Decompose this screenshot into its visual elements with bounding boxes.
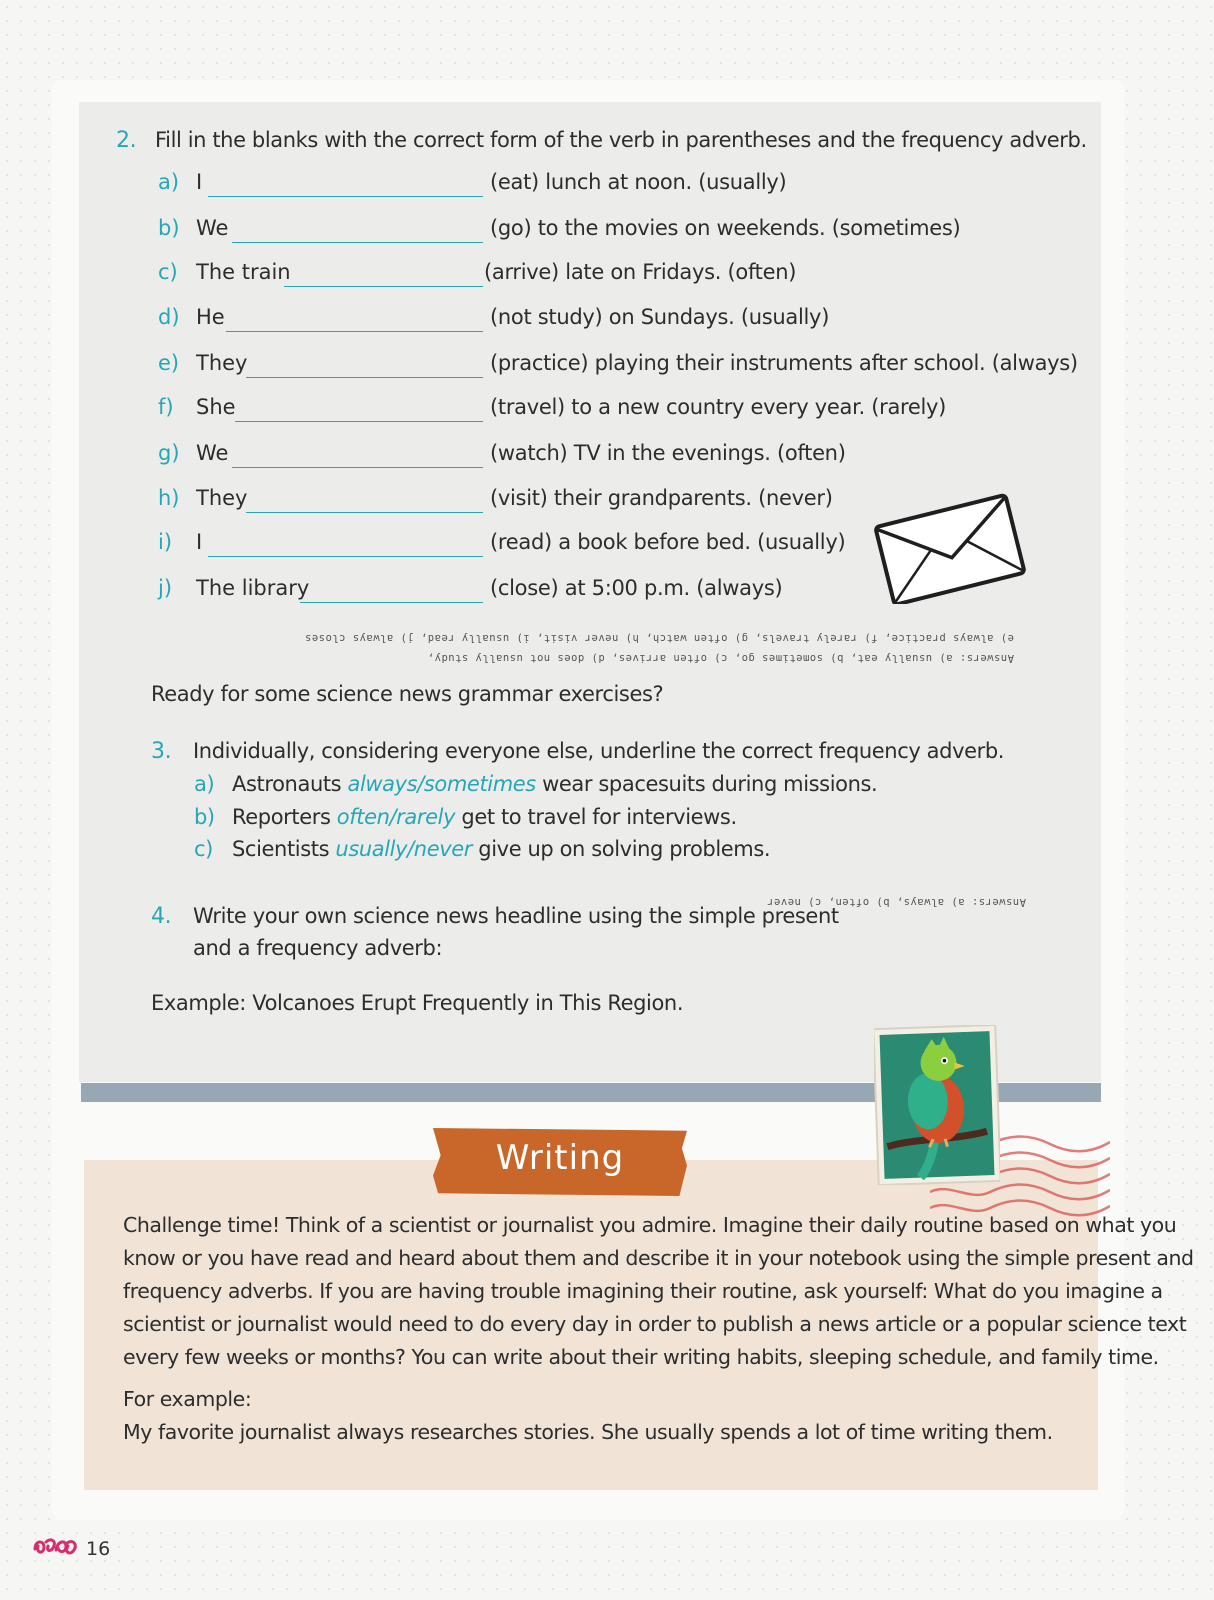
answer-blank[interactable] [246, 377, 483, 378]
item-subject: We [196, 216, 229, 240]
answer-blank[interactable] [284, 286, 483, 287]
item-text: (visit) their grandparents. (never) [490, 486, 833, 510]
answer-blank[interactable] [300, 602, 483, 603]
exercise-4-line-2: and a frequency adverb: [193, 936, 443, 960]
item-text-after: get to travel for interviews. [455, 805, 737, 829]
exercise-3-answers: Answers: a) always, b) often, c) never [766, 896, 1026, 908]
item-subject: The train [196, 260, 291, 284]
item-letter: c) [194, 837, 213, 861]
item-text: (travel) to a new country every year. (rarely) [490, 395, 947, 419]
item-subject: The library [196, 576, 310, 600]
exercise-4-example: Example: Volcanoes Erupt Frequently in This Region. [151, 991, 684, 1015]
item-letter: b) [158, 216, 180, 240]
adverb-options[interactable]: always/sometimes [347, 772, 536, 796]
item-text: (go) to the movies on weekends. (sometimes) [490, 216, 961, 240]
item-text: (read) a book before bed. (usually) [490, 530, 846, 554]
answer-blank[interactable] [246, 512, 483, 513]
exercise-3-number: 3. [151, 739, 172, 764]
item-letter: b) [194, 805, 215, 829]
item-letter: c) [158, 260, 178, 284]
answer-blank[interactable] [232, 467, 483, 468]
writing-title: Writing [495, 1138, 625, 1178]
item-letter: a) [194, 772, 215, 796]
answer-blank[interactable] [226, 331, 483, 332]
writing-paragraph-line-4: scientist or journalist would need to do every day in order to publish a news article or a popular science text [123, 1312, 1187, 1336]
item-subject: I [196, 530, 203, 554]
item-text: (eat) lunch at noon. (usually) [490, 170, 787, 194]
item-text: (close) at 5:00 p.m. (always) [490, 576, 783, 600]
answer-blank[interactable] [208, 196, 483, 197]
writing-example-label: For example: [123, 1387, 252, 1411]
item-subject: They [196, 351, 248, 375]
item-text-after: give up on solving problems. [472, 837, 771, 861]
exercise-2-instruction: Fill in the blanks with the correct form of the verb in parentheses and the frequency adverb. [155, 128, 1087, 152]
adverb-options[interactable]: often/rarely [336, 805, 456, 829]
exercise-4-line-1: Write your own science news headline using the simple present [193, 904, 839, 928]
item-text: (not study) on Sundays. (usually) [490, 305, 830, 329]
item-letter: h) [158, 486, 180, 510]
quetzal-stamp [874, 1025, 1000, 1185]
envelope-icon [868, 488, 1030, 604]
item-letter: a) [158, 170, 180, 194]
item-letter: e) [158, 351, 180, 375]
item-text-before: Reporters [232, 805, 337, 829]
answer-blank[interactable] [235, 421, 483, 422]
answer-blank[interactable] [208, 556, 483, 557]
item-text: (arrive) late on Fridays. (often) [484, 260, 797, 284]
item-subject: We [196, 441, 229, 465]
exercise-3-item-a [194, 772, 878, 796]
item-text-before: Astronauts [232, 772, 348, 796]
exercise-2-answers-line-2: e) always practice, f) rarely travels, g) often watch, h) never visit, i) usually read, j) always closes [304, 632, 1014, 644]
item-text: (watch) TV in the evenings. (often) [490, 441, 846, 465]
item-subject: I [196, 170, 203, 194]
item-subject: They [196, 486, 248, 510]
science-intro: Ready for some science news grammar exercises? [151, 682, 664, 706]
item-text-before: Scientists [232, 837, 336, 861]
item-letter: g) [158, 441, 180, 465]
item-subject: He [196, 305, 225, 329]
item-text-after: wear spacesuits during missions. [535, 772, 878, 796]
item-letter: d) [158, 305, 180, 329]
writing-paragraph-line-1: Challenge time! Think of a scientist or journalist you admire. Imagine their daily routine based on what you [123, 1213, 1177, 1237]
item-subject: She [196, 395, 236, 419]
writing-paragraph-line-5: every few weeks or months? You can write about their writing habits, sleeping schedule, and family time. [123, 1345, 1159, 1369]
exercise-3-item-c [194, 837, 771, 861]
item-text: (practice) playing their instruments after school. (always) [490, 351, 1078, 375]
exercise-4-number: 4. [151, 904, 172, 929]
exercise-3-instruction: Individually, considering everyone else, underline the correct frequency adverb. [193, 739, 1005, 763]
exercise-3-item-b [194, 805, 737, 829]
exercise-2-answers-line-1: Answers: a) usually eat, b) sometimes go, c) often arrives, d) does not usually study, [427, 652, 1014, 664]
page-number: 16 [86, 1538, 111, 1560]
writing-paragraph-line-2: know or you have read and heard about them and describe it in your notebook using the simple present and [123, 1246, 1194, 1270]
item-letter: j) [158, 576, 173, 600]
exercise-2-number: 2. [116, 128, 137, 153]
writing-example-text: My favorite journalist always researches stories. She usually spends a lot of time writing them. [123, 1420, 1053, 1444]
writing-paragraph-line-3: frequency adverbs. If you are having trouble imagining their routine, ask yourself: What do you imagine a [123, 1279, 1163, 1303]
item-letter: i) [158, 530, 173, 554]
item-letter: f) [158, 395, 174, 419]
answer-blank[interactable] [232, 242, 483, 243]
publisher-logo [32, 1534, 78, 1560]
adverb-options[interactable]: usually/never [335, 837, 473, 861]
